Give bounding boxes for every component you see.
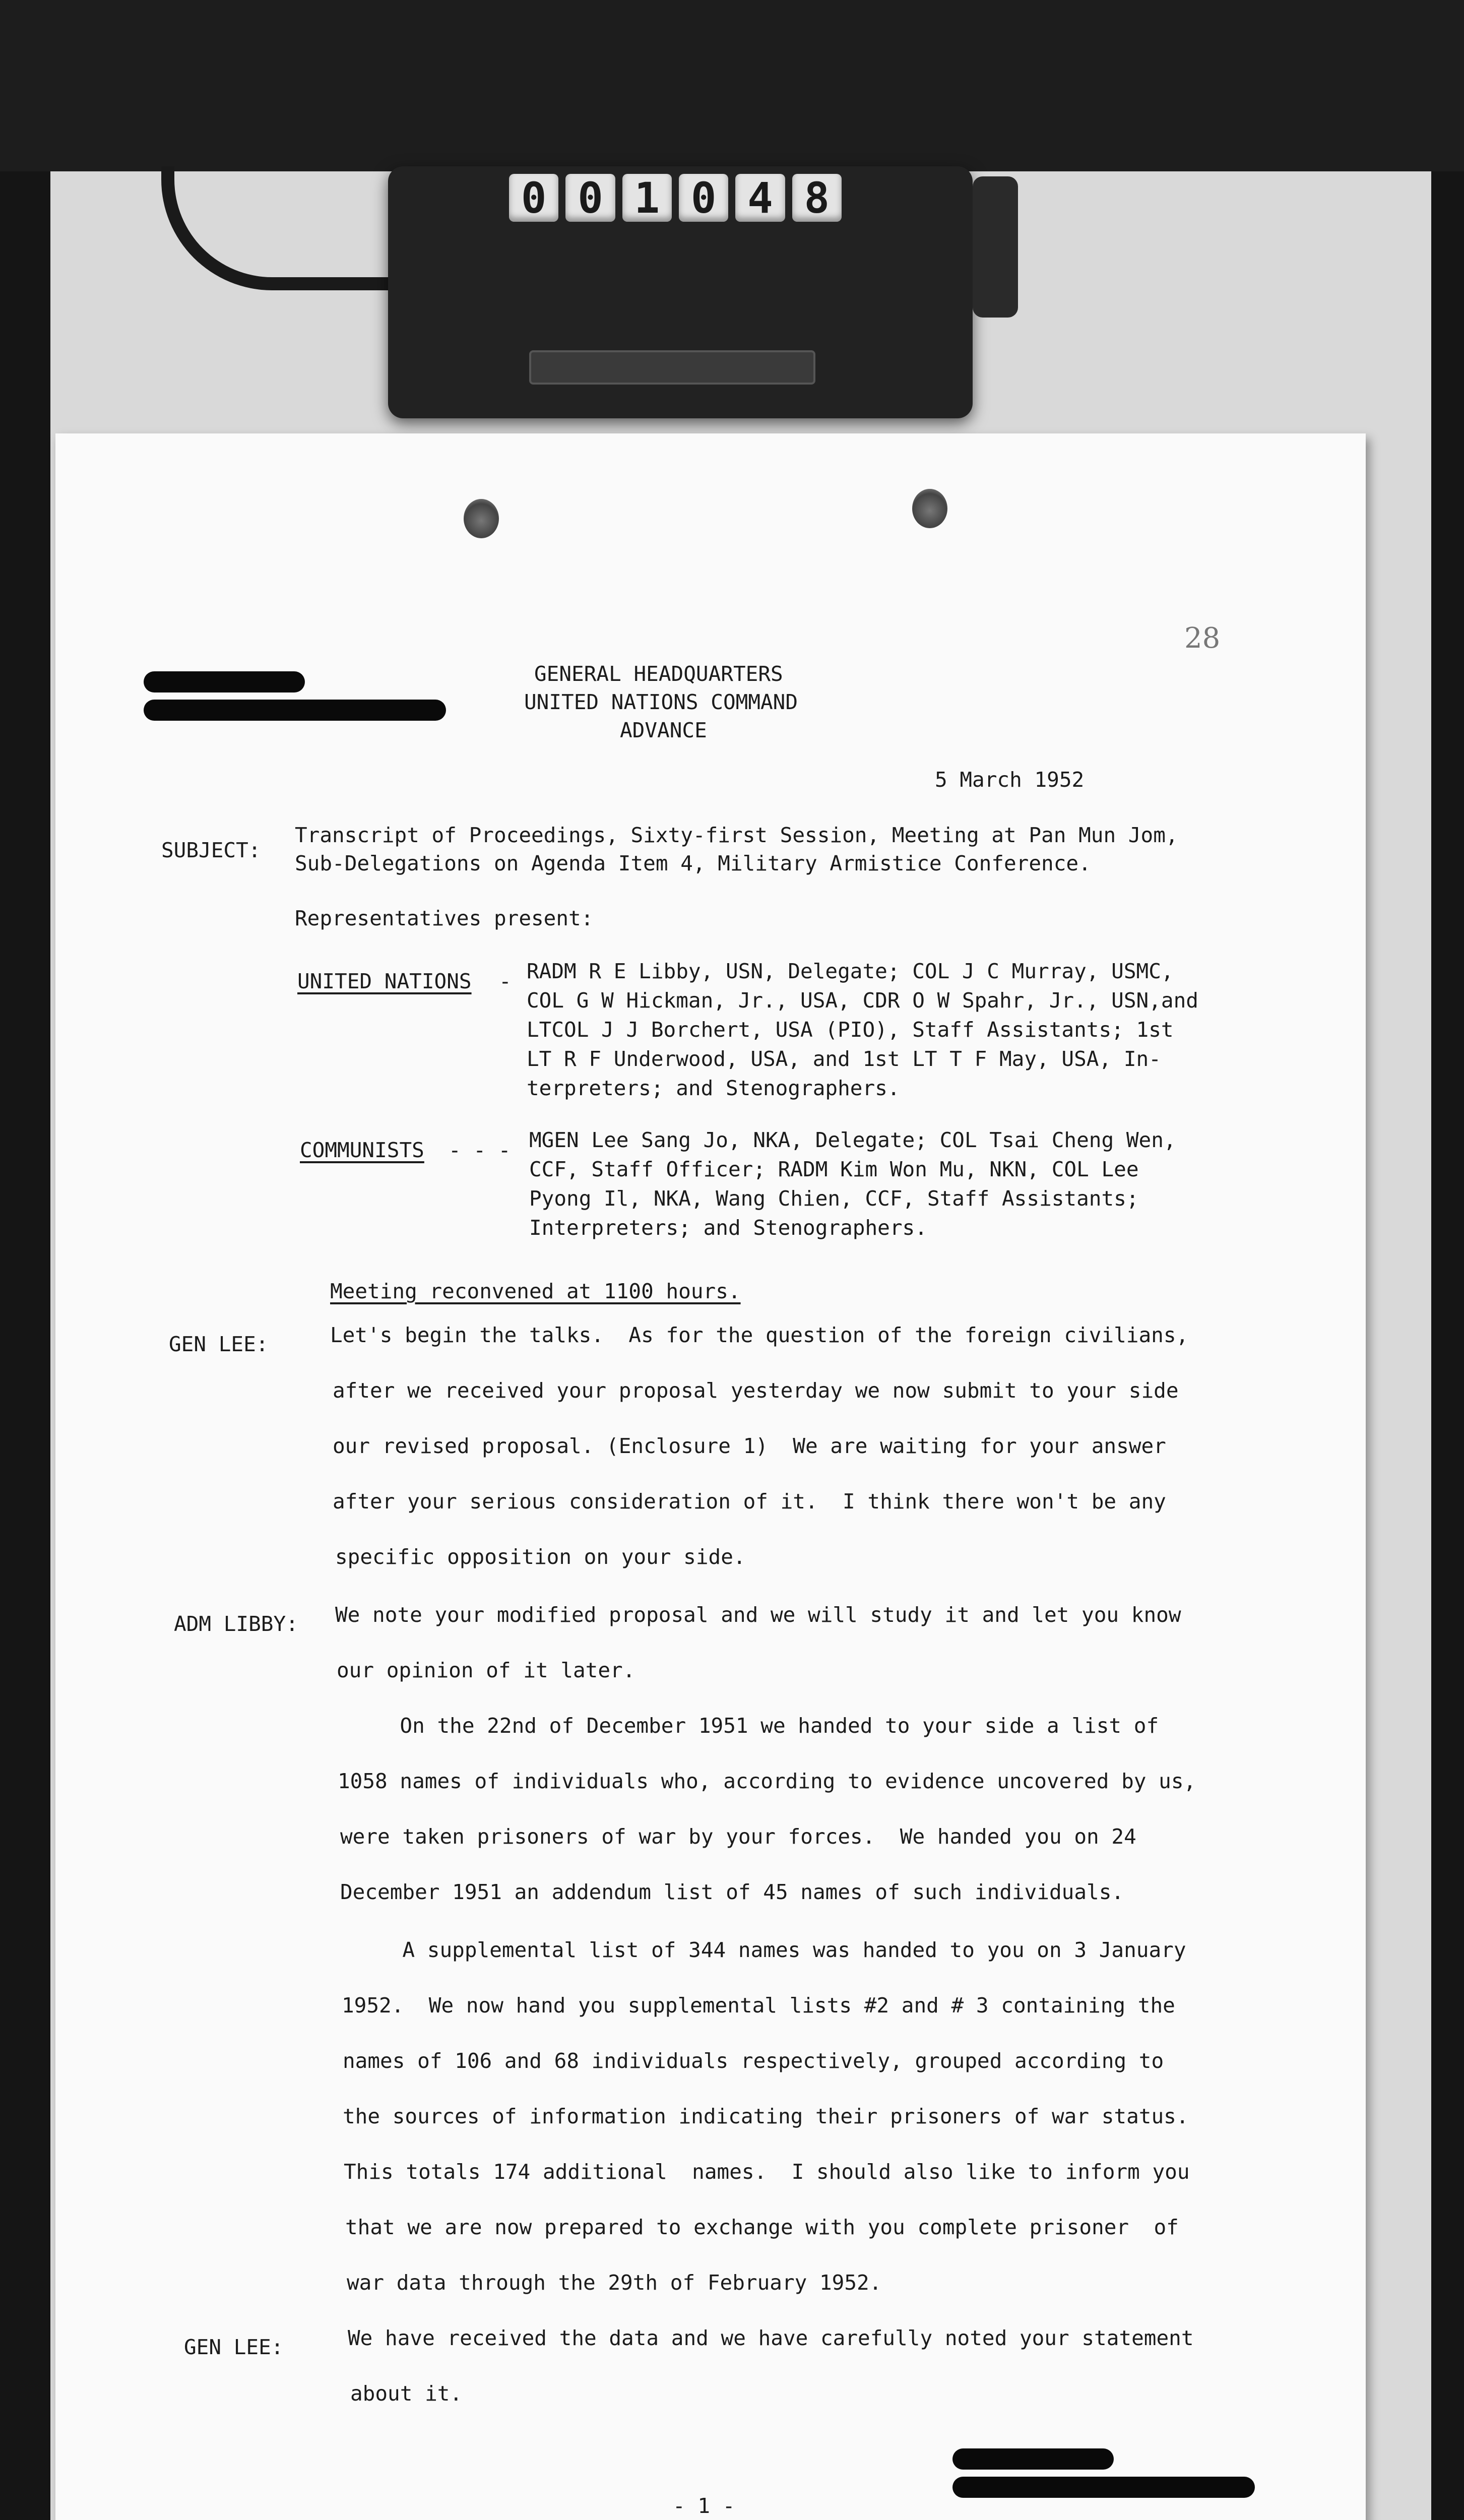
document-date: 5 March 1952 bbox=[935, 768, 1085, 792]
page-number: - 1 - bbox=[673, 2494, 735, 2518]
speech-line: Let's begin the talks. As for the question of the foreign civilians, bbox=[330, 1323, 1189, 1347]
subject-label: SUBJECT: bbox=[161, 838, 261, 862]
speech-line: specific opposition on your side. bbox=[335, 1545, 746, 1569]
subject-line: Sub-Delegations on Agenda Item 4, Military Armistice Conference. bbox=[295, 851, 1091, 875]
counter-knob bbox=[973, 176, 1018, 318]
communists-representatives-line: CCF, Staff Officer; RADM Kim Won Mu, NKN, COL Lee bbox=[529, 1157, 1139, 1181]
counter-digit: 4 bbox=[735, 174, 785, 222]
counter-digit: 1 bbox=[622, 174, 672, 222]
un-representatives-line: LTCOL J J Borchert, USA (PIO), Staff Assistants; 1st bbox=[527, 1018, 1174, 1042]
page-mark: 28 bbox=[1184, 622, 1221, 655]
speech-line: our opinion of it later. bbox=[337, 1658, 635, 1682]
redaction-mark bbox=[952, 2477, 1255, 2498]
representatives-heading: Representatives present: bbox=[295, 906, 594, 930]
speech-line: were taken prisoners of war by your forces. We handed you on 24 bbox=[340, 1824, 1136, 1849]
communists-representatives-line: MGEN Lee Sang Jo, NKA, Delegate; COL Tsai Cheng Wen, bbox=[529, 1128, 1176, 1152]
speech-line: A supplemental list of 344 names was handed to you on 3 January bbox=[340, 1938, 1186, 1962]
header-line: ADVANCE bbox=[620, 718, 707, 742]
un-representatives-line: LT R F Underwood, USA, and 1st LT T F May, USA, In- bbox=[527, 1047, 1161, 1071]
speech-line: about it. bbox=[350, 2381, 463, 2406]
un-dash: - bbox=[499, 969, 512, 993]
communists-representatives-line: Interpreters; and Stenographers. bbox=[529, 1216, 927, 1240]
counter-digit: 0 bbox=[565, 174, 615, 222]
speech-line: 1952. We now hand you supplemental lists #2 and # 3 containing the bbox=[342, 1993, 1175, 2018]
speech-line: On the 22nd of December 1951 we handed to your side a list of bbox=[338, 1714, 1159, 1738]
redaction-mark bbox=[144, 700, 446, 721]
meeting-reconvened-note: Meeting reconvened at 1100 hours. bbox=[330, 1279, 741, 1303]
redaction-mark bbox=[952, 2448, 1114, 2470]
counter-digit: 0 bbox=[679, 174, 728, 222]
punch-hole bbox=[912, 489, 947, 528]
un-delegation-label: UNITED NATIONS bbox=[297, 969, 472, 993]
speech-line: We have received the data and we have carefully noted your statement bbox=[348, 2326, 1194, 2350]
communists-delegation-label: COMMUNISTS bbox=[300, 1138, 424, 1162]
subject-line: Transcript of Proceedings, Sixty-first Session, Meeting at Pan Mun Jom, bbox=[295, 823, 1178, 847]
speaker-label: ADM LIBBY: bbox=[174, 1612, 298, 1636]
speech-line: the sources of information indicating their prisoners of war status. bbox=[343, 2104, 1189, 2128]
speech-line: that we are now prepared to exchange with you complete prisoner of bbox=[345, 2215, 1179, 2239]
speech-line: after we received your proposal yesterday we now submit to your side bbox=[333, 1378, 1179, 1403]
speech-line: names of 106 and 68 individuals respectively, grouped according to bbox=[343, 2049, 1164, 2073]
speech-line: This totals 174 additional names. I should also like to inform you bbox=[344, 2160, 1190, 2184]
document-page bbox=[55, 433, 1366, 2520]
speech-line: our revised proposal. (Enclosure 1) We are waiting for your answer bbox=[333, 1434, 1166, 1458]
counter-digit: 0 bbox=[509, 174, 558, 222]
speech-line: We note your modified proposal and we will study it and let you know bbox=[335, 1603, 1181, 1627]
frame-counter-digits bbox=[509, 174, 842, 222]
header-line: UNITED NATIONS COMMAND bbox=[524, 690, 798, 714]
communists-dash: - - - bbox=[449, 1138, 511, 1162]
speech-line: December 1951 an addendum list of 45 names of such individuals. bbox=[340, 1880, 1124, 1904]
counter-digit: 8 bbox=[792, 174, 842, 222]
un-representatives-line: RADM R E Libby, USN, Delegate; COL J C Murray, USMC, bbox=[527, 959, 1174, 983]
redaction-mark bbox=[144, 671, 305, 692]
speaker-label: GEN LEE: bbox=[184, 2335, 284, 2359]
speech-line: after your serious consideration of it. I think there won't be any bbox=[333, 1489, 1166, 1514]
speech-line: war data through the 29th of February 1952. bbox=[347, 2271, 882, 2295]
un-representatives-line: COL G W Hickman, Jr., USA, CDR O W Spahr, Jr., USN,and bbox=[527, 988, 1198, 1013]
speaker-label: GEN LEE: bbox=[169, 1332, 269, 1356]
speech-line: 1058 names of individuals who, according to evidence uncovered by us, bbox=[338, 1769, 1196, 1793]
film-border-top bbox=[0, 0, 1464, 171]
communists-representatives-line: Pyong Il, NKA, Wang Chien, CCF, Staff Assistants; bbox=[529, 1186, 1139, 1211]
un-representatives-line: terpreters; and Stenographers. bbox=[527, 1076, 900, 1100]
punch-hole bbox=[464, 499, 499, 538]
counter-label-plate bbox=[529, 350, 815, 385]
header-line: GENERAL HEADQUARTERS bbox=[534, 662, 783, 686]
